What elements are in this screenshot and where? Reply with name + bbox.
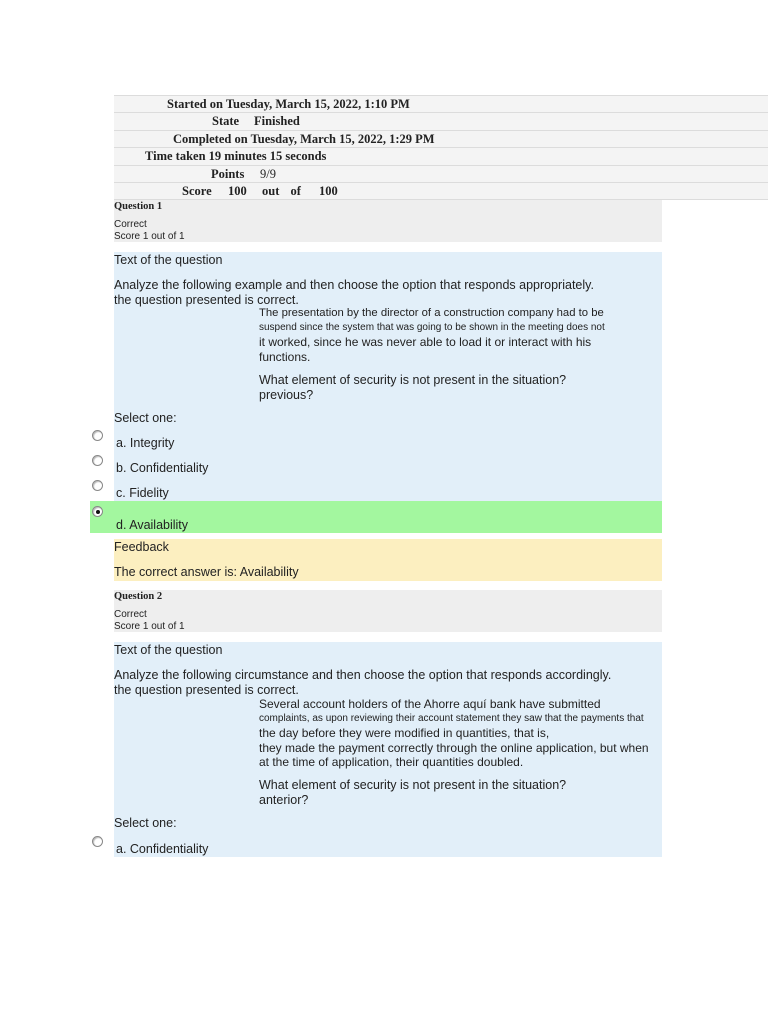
scenario-line: complaints, as upon reviewing their account statement they saw that the payments that	[259, 712, 644, 724]
state-value: Finished	[254, 114, 300, 129]
question-grade: Score 1 out of 1	[114, 621, 185, 632]
question-2-text	[114, 642, 662, 808]
question-2-info	[114, 590, 662, 632]
radio-button[interactable]	[92, 430, 103, 441]
scenario-line: The presentation by the director of a construction company had to be	[259, 307, 604, 319]
ask-line: previous?	[259, 387, 314, 402]
question-number: Question 2	[114, 591, 163, 602]
feedback-correct-answer: The correct answer is: Availability	[114, 565, 299, 579]
summary-row-completed	[114, 131, 768, 148]
scenario-line: Several account holders of the Ahorre aquí bank have submitted	[259, 697, 601, 711]
feedback-heading: Feedback	[114, 540, 169, 554]
question-text-heading: Text of the question	[114, 643, 223, 657]
scenario-line: functions.	[259, 349, 311, 364]
radio-button[interactable]	[92, 455, 103, 466]
time-taken-value: 19 minutes 15 seconds	[208, 149, 327, 164]
scenario-line: it worked, since he was never able to load it or interact with his	[259, 335, 592, 349]
question-grade: Score 1 out of 1	[114, 231, 185, 242]
option-label: a. Integrity	[116, 436, 175, 450]
option-a[interactable]	[90, 428, 662, 452]
summary-row-started	[114, 96, 768, 113]
scenario-line: they made the payment correctly through the online application, but when	[259, 740, 649, 755]
attempt-summary-table	[114, 95, 768, 200]
completed-label: Completed on	[173, 131, 248, 146]
question-scenario	[259, 306, 605, 364]
option-label: c. Fidelity	[116, 486, 169, 500]
question-1-text	[114, 252, 662, 403]
summary-row-score	[114, 183, 768, 200]
question-intro-line-2: the question presented is correct.	[114, 683, 299, 697]
question-state: Correct	[114, 219, 147, 230]
option-label: a. Confidentiality	[116, 842, 209, 856]
question-number: Question 1	[114, 201, 163, 212]
option-label: d. Availability	[116, 518, 189, 532]
option-b[interactable]	[90, 453, 662, 477]
completed-value: Tuesday, March 15, 2022, 1:29 PM	[250, 131, 435, 146]
question-ask	[259, 373, 566, 402]
radio-button[interactable]	[92, 836, 103, 847]
started-label: Started on	[167, 97, 223, 111]
scenario-line: at the time of application, their quantities doubled.	[259, 755, 524, 769]
select-one-prompt: Select one:	[114, 411, 177, 425]
question-state: Correct	[114, 609, 147, 620]
score-max: 100	[319, 183, 338, 198]
radio-button-checked[interactable]	[92, 506, 103, 517]
score-label: Score	[182, 183, 212, 198]
radio-button[interactable]	[92, 480, 103, 491]
scenario-line: the day before they were modified in quantities, that is,	[259, 726, 550, 740]
question-scenario	[259, 697, 649, 770]
ask-line: What element of security is not present in the situation?	[259, 778, 567, 792]
time-taken-label: Time taken	[145, 149, 206, 164]
option-label: b. Confidentiality	[116, 461, 209, 475]
question-ask	[259, 778, 566, 807]
option-c[interactable]	[90, 478, 662, 502]
points-value: 9/9	[260, 166, 276, 181]
scenario-line: suspend since the system that was going to be shown in the meeting does not	[259, 321, 605, 333]
summary-row-points	[114, 166, 768, 183]
score-value: 100	[228, 183, 247, 198]
question-1-info	[114, 200, 662, 242]
ask-line: What element of security is not present in the situation?	[259, 373, 567, 387]
question-intro-line-1: Analyze the following example and then choose the option that responds appropriately.	[114, 278, 594, 292]
question-1-feedback	[114, 539, 662, 581]
score-out-of: out of	[262, 183, 301, 198]
option-a[interactable]	[90, 834, 662, 858]
started-value: Tuesday, March 15, 2022, 1:10 PM	[225, 97, 410, 111]
points-label: Points	[211, 166, 245, 181]
question-intro-line-1: Analyze the following circumstance and then choose the option that responds accordingly.	[114, 668, 612, 682]
ask-line: anterior?	[259, 792, 309, 807]
state-label: State	[212, 114, 240, 129]
question-intro-line-2: the question presented is correct.	[114, 293, 299, 307]
question-text-heading: Text of the question	[114, 253, 223, 267]
summary-row-state	[114, 113, 768, 130]
summary-row-time-taken	[114, 148, 768, 165]
select-one-prompt: Select one:	[114, 816, 177, 830]
option-d-selected-correct[interactable]	[90, 501, 662, 533]
